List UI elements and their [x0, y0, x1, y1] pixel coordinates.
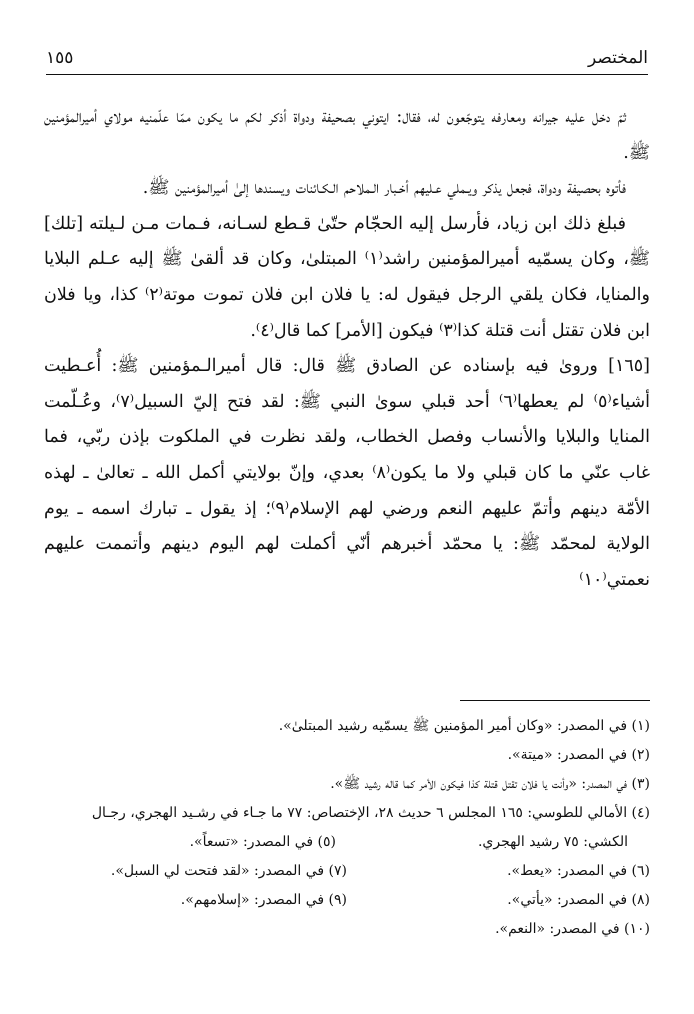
footnote-row-4-5: [44, 828, 650, 857]
footnote-5: (٥) في المصدر: «تسعاً».: [189, 834, 336, 850]
footnote-6: (٦) في المصدر: «يعط».: [507, 863, 650, 879]
paragraph-3: فبلغ ذلك ابن زياد، فأرسل إليه الحجّام حتّىٰ قـطع لسـانه، فـمات مـن لـيلته [تلك] ﷺ، وكان يسمّيه أميرالمؤمنين راشد⁽١⁾ المبتلىٰ، وكان قد ألقىٰ ﷺ إليه عـلم البلايا والمنايا، فكان يلقي الرجل فيقول له: يا فلان ابن فلان تموت موتة⁽٢⁾ كذا، ويا فلان ابن فلان تقتل أنت قتلة كذا⁽٣⁾ فيكون [الأمر] كما قال⁽٤⁾.: [44, 213, 650, 341]
footnote-separator: [460, 700, 650, 701]
footnote-10: (١٠) في المصدر: «النعم».: [495, 921, 650, 937]
paragraph-2: فأتوه بحصيفة ودواة، فجعل يذكر ويـملي عـليهم أخـبار الـملاحم الـكـائنات ويسندها إلىٰ أميرالمؤمنين ﷺ.: [142, 178, 626, 199]
footnote-2: (٢) في المصدر: «ميتة».: [507, 747, 650, 763]
paragraph-4: [١٦٥] وروىٰ فيه بإسناده عن الصادق ﷺ قال: قال أميرالـمؤمنين ﷺ: أُعـطيت أشياء⁽٥⁾ لم يعطها⁽٦⁾ أحد قبلي سوىٰ النبي ﷺ: لقد فتح إليّ السبيل⁽٧⁾، وعُـلّمت المنايا والبلايا والأنساب وفصل الخطاب، ولقد نظرت في الملكوت بإذن ربّي، فما غاب عنّي ما كان قبلي ولا ما يكون⁽٨⁾ بعدي، وإنّ بولايتي أكمل الله ـ تعالىٰ ـ لهذه الأمّة دينهم وأتمّ عليهم النعم ورضي لهم الإسلام⁽٩⁾؛ إذ يقول ـ تبارك اسمه ـ يوم الولاية لمحمّد ﷺ: يا محمّد أخبرهم أنّي أكملت لهم اليوم دينهم وأتممت عليهم نعمتي⁽١٠⁾: [44, 356, 651, 590]
footnote-7: (٧) في المصدر: «لقد فتحت لي السبل».: [110, 863, 347, 879]
footnote-row-8-9: [44, 886, 650, 915]
footnote-row-6-7: [44, 857, 650, 886]
footnote-8: (٨) في المصدر: «يأتي».: [507, 892, 650, 908]
page-header: [46, 44, 648, 75]
running-title: المختصر: [588, 48, 648, 68]
footnote-9: (٩) في المصدر: «إسلامهم».: [180, 892, 347, 908]
footnote-3: (٣) في المصدر: «وأنت يا فلان تقتل قتلة كذا فيكون الأمر كما قاله رشيد ﷺ».: [330, 776, 650, 792]
main-text: [44, 100, 650, 598]
page-number: ١٥٥: [46, 48, 74, 68]
footnote-4-continued: الكشي: ٧٥ رشيد الهجري.: [477, 834, 628, 850]
footnotes: [44, 712, 650, 944]
footnote-1: (١) في المصدر: «وكان أمير المؤمنين ﷺ يسمّيه رشيد المبتلىٰ».: [278, 718, 650, 734]
footnote-4: (٤) الأمالي للطوسي: ١٦٥ المجلس ٦ حديث ٢٨، الإختصاص: ٧٧ ما جـاء في رشـيد الهجري، رجـال: [91, 805, 650, 821]
paragraph-1: ثمّ دخل عليه جيرانه ومعارفه يتوجّعون له، فقال: ايتوني بصحيفة ودواة أذكر لكم ما يكون ممّا علّمنيه مولاي أميرالمؤمنين ﷺ.: [44, 107, 650, 163]
